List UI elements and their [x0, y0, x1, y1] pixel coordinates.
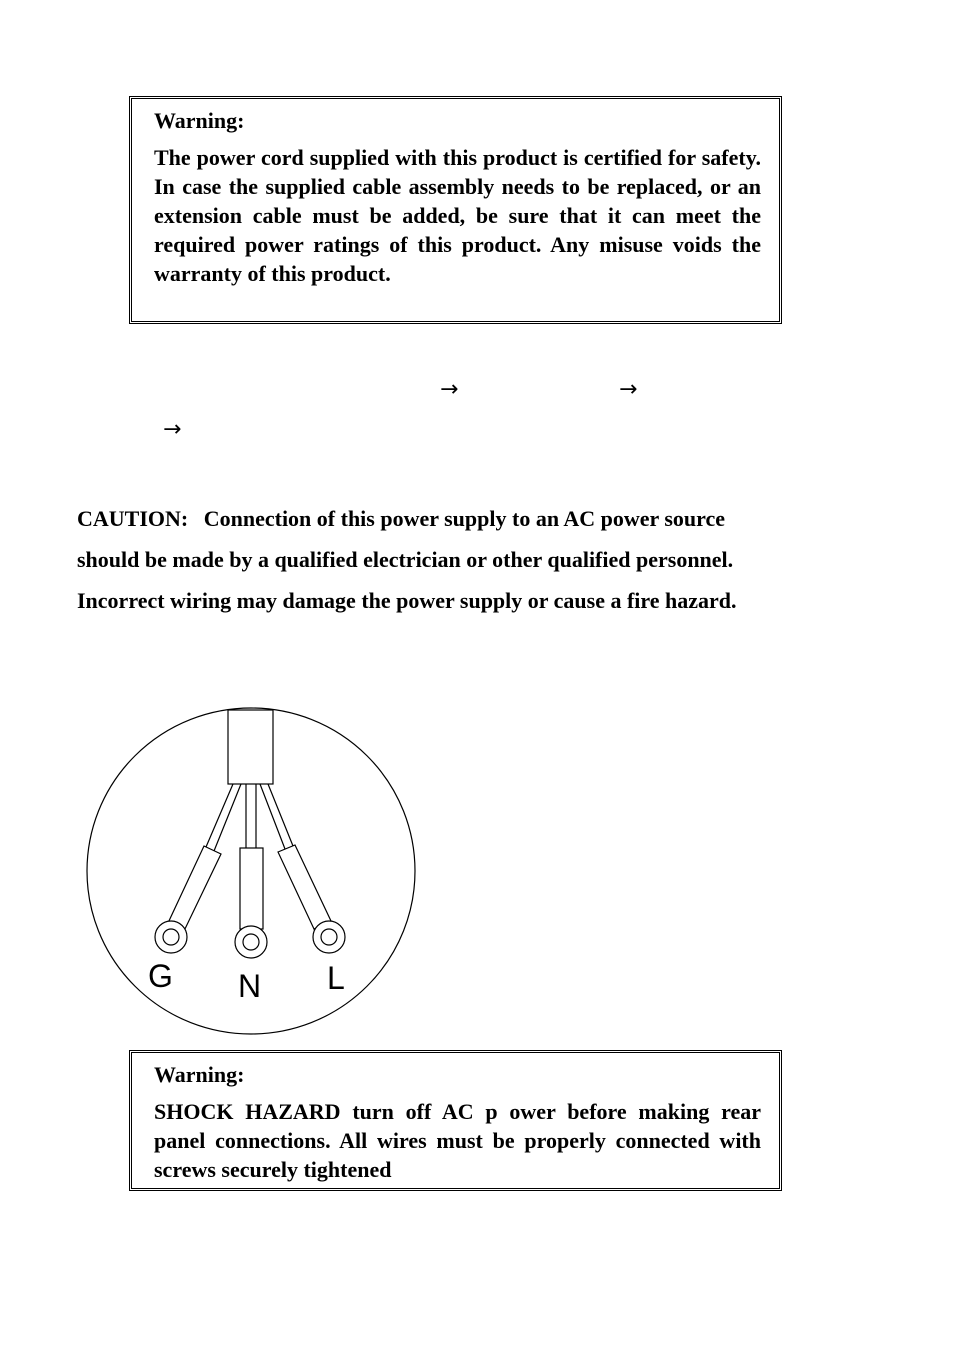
neutral-wire: [240, 784, 263, 935]
arrow-right-icon: →: [163, 417, 182, 442]
caution-line-3: Incorrect wiring may damage the power supply or cause a fire hazard.: [77, 588, 737, 613]
warning-text: The power cord supplied with this product is certified for safety. In case the supplied cable assembly needs to be replaced, or an extension cable must be added, be sure that it can meet the required power ratings of this product. Any misuse voids the warranty of this product.: [154, 145, 761, 286]
line-wire: [260, 784, 335, 937]
warning-box-power-cord: [129, 96, 782, 324]
caution-label: CAUTION:: [77, 506, 189, 531]
label-ground: G: [148, 958, 173, 994]
warning-box-shock-hazard: [129, 1050, 782, 1191]
cable-jacket: [228, 710, 273, 784]
neutral-ring-hole: [243, 934, 259, 950]
ground-wire: [164, 784, 241, 941]
arrow-right-icon: →: [440, 377, 459, 402]
line-ring-hole: [321, 929, 337, 945]
arrow-right-icon: →: [619, 377, 638, 402]
label-neutral: N: [238, 968, 262, 1004]
warning-title: Warning:: [154, 108, 245, 133]
warning-title: Warning:: [154, 1062, 245, 1087]
label-line: L: [327, 960, 345, 996]
warning-text: SHOCK HAZARD turn off AC p ower before making rear panel connections. All wires must be properly connected with screws securely tightened: [154, 1099, 761, 1182]
caution-paragraph: [77, 498, 867, 621]
ac-wiring-diagram: [80, 705, 420, 1045]
ground-ring-hole: [163, 929, 179, 945]
caution-line-2: should be made by a qualified electrician or other qualified personnel.: [77, 547, 734, 572]
caution-line-1: Connection of this power supply to an AC power source: [203, 506, 726, 531]
